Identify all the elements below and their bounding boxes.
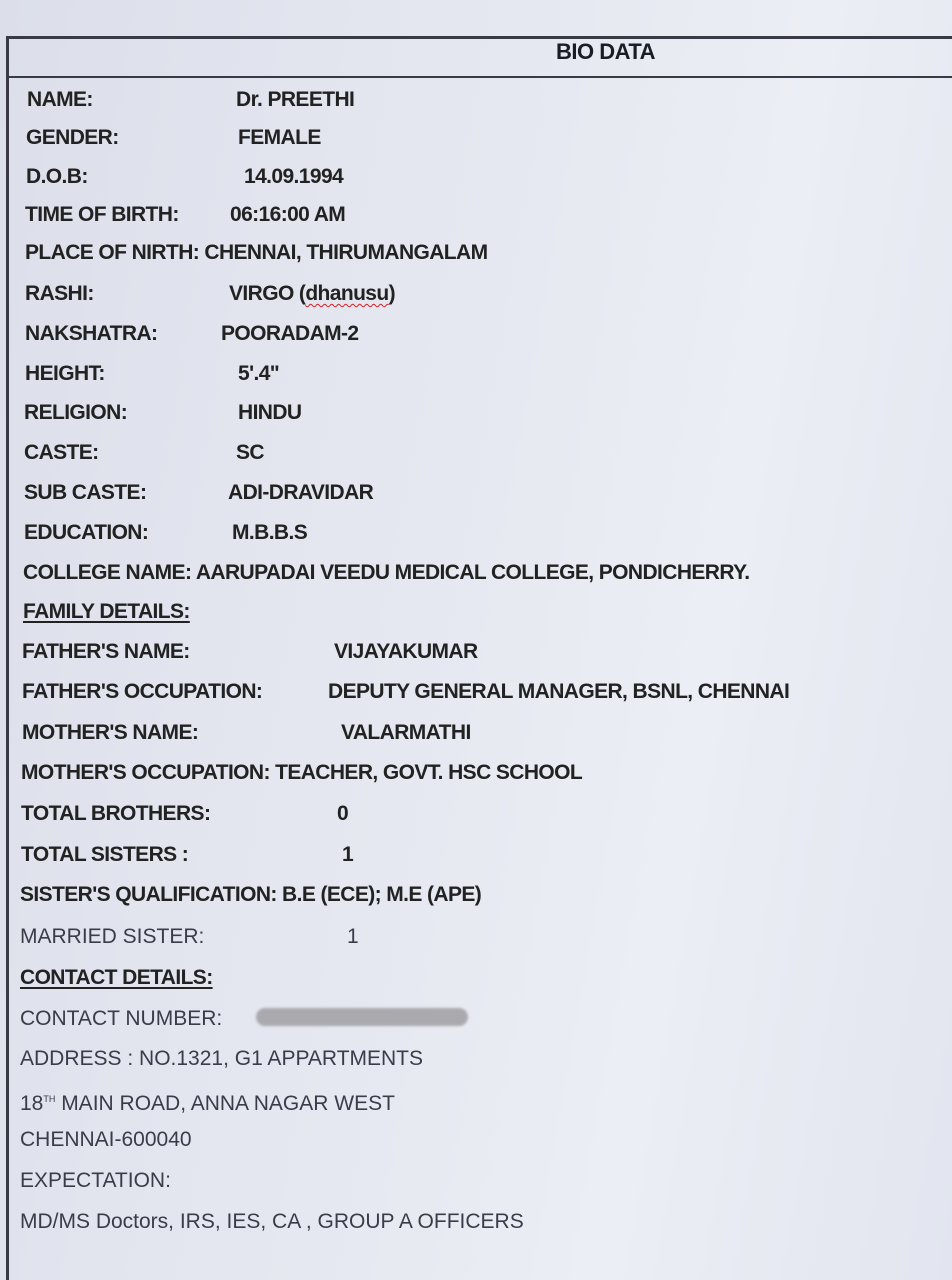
rashi-value-suffix: ) (388, 282, 396, 305)
married-sister-label: MARRIED SISTER: (20, 925, 205, 948)
address-line-1: ADDRESS : NO.1321, G1 APPARTMENTS (20, 1047, 424, 1070)
document-title: BIO DATA (556, 39, 656, 64)
address-line-3: CHENNAI-600040 (20, 1128, 192, 1151)
dob-value: 14.09.1994 (244, 165, 344, 188)
title-divider (8, 76, 952, 78)
married-sister-value: 1 (347, 925, 359, 948)
name-value: Dr. PREETHI (236, 88, 355, 111)
father-name-label: FATHER'S NAME: (22, 640, 190, 663)
expectation-label: EXPECTATION: (20, 1169, 171, 1192)
place-of-birth-text: PLACE OF NIRTH: CHENNAI, THIRUMANGALAM (25, 241, 488, 264)
time-of-birth-label: TIME OF BIRTH: (25, 203, 179, 226)
father-name-value: VIJAYAKUMAR (334, 640, 478, 663)
father-occupation-label: FATHER'S OCCUPATION: (22, 680, 263, 703)
father-occupation-value: DEPUTY GENERAL MANAGER, BSNL, CHENNAI (328, 680, 790, 703)
contact-details-heading: CONTACT DETAILS: (20, 966, 213, 989)
rashi-value (229, 282, 395, 306)
rashi-spellcheck-word: dhanusu (305, 282, 389, 305)
dob-label: D.O.B: (26, 165, 88, 188)
name-label: NAME: (27, 88, 93, 111)
education-value: M.B.B.S (232, 521, 308, 544)
mother-name-label: MOTHER'S NAME: (22, 721, 199, 744)
sub-caste-value: ADI-DRAVIDAR (228, 481, 374, 504)
sister-qualification-text: SISTER'S QUALIFICATION: B.E (ECE); M.E (APE) (20, 883, 482, 906)
religion-label: RELIGION: (24, 401, 128, 424)
mother-name-value: VALARMATHI (341, 721, 471, 744)
mother-occupation-text: MOTHER'S OCCUPATION: TEACHER, GOVT. HSC SCHOOL (21, 761, 583, 784)
caste-value: SC (236, 441, 264, 464)
gender-value: FEMALE (238, 126, 321, 149)
nakshatra-label: NAKSHATRA: (25, 322, 158, 345)
address-street-number: 18 (20, 1092, 44, 1115)
expectation-value: MD/MS Doctors, IRS, IES, CA , GROUP A OFFICERS (20, 1210, 524, 1233)
redacted-phone-number (256, 1008, 468, 1026)
total-sisters-label: TOTAL SISTERS : (21, 843, 189, 866)
nakshatra-value: POORADAM-2 (221, 322, 359, 345)
address-street-rest: MAIN ROAD, ANNA NAGAR WEST (55, 1092, 395, 1115)
address-street-suffix: TH (43, 1094, 56, 1104)
time-of-birth-value: 06:16:00 AM (230, 203, 346, 226)
height-label: HEIGHT: (25, 362, 105, 385)
education-label: EDUCATION: (24, 521, 149, 544)
contact-number-label: CONTACT NUMBER: (20, 1007, 223, 1030)
total-brothers-label: TOTAL BROTHERS: (21, 802, 211, 825)
family-details-heading: FAMILY DETAILS: (23, 600, 190, 623)
college-text: COLLEGE NAME: AARUPADAI VEEDU MEDICAL COLLEGE, PONDICHERRY. (23, 561, 750, 584)
total-sisters-value: 1 (342, 843, 354, 866)
gender-label: GENDER: (26, 126, 119, 149)
rashi-value-prefix: VIRGO ( (229, 282, 306, 305)
height-value: 5'.4" (238, 362, 280, 385)
total-brothers-value: 0 (337, 802, 349, 825)
rashi-label: RASHI: (25, 282, 94, 305)
sub-caste-label: SUB CASTE: (24, 481, 147, 504)
address-line-2 (20, 1087, 395, 1116)
caste-label: CASTE: (24, 441, 99, 464)
religion-value: HINDU (238, 401, 302, 424)
